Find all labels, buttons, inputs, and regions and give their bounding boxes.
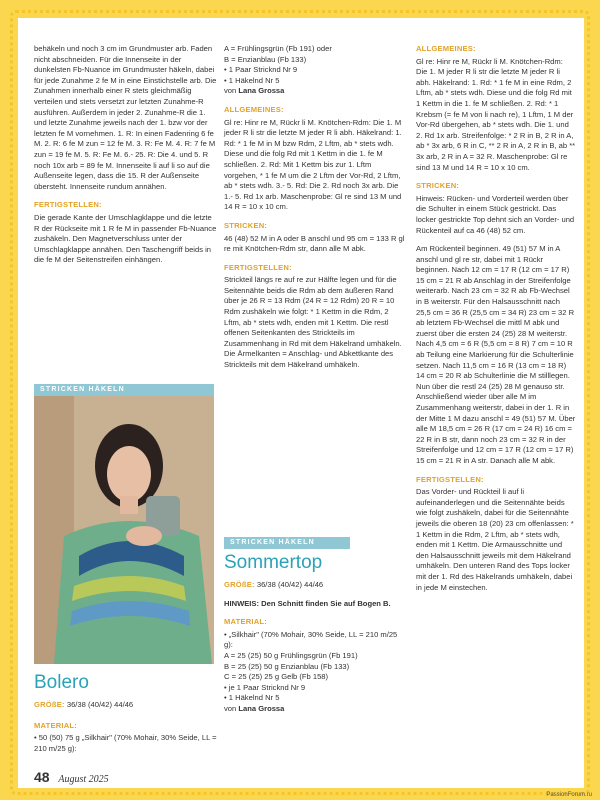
column-2 [224, 44, 406, 379]
fertigstellen-text-3: Das Vorder- und Rückteil li auf li aufeinanderlegen und die Seitennähte beids wie folgt zushäkeln, dabei für die Seitennähte jeweils die oberen 18 (20) 23 cm offenlassen: * 1 Kettm in die Rdm, 2 Lftm, ab * stets wdh, enden mit 1 Kettm. Die Armausschnitte und den Halsausschnitt jeweils mit dem Häkelrand umhäkeln. Den unteren Rand des Tops locker mit der 1. Rd des Häkelrands umhäkeln, dabei in jede M einstechen. [416, 487, 574, 592]
stricken-heading-3: STRICKEN: [416, 181, 460, 191]
mat2-line: • 1 Häkelnd Nr 5 [224, 693, 280, 703]
fertigstellen-heading: FERTIGSTELLEN: [224, 262, 292, 272]
groesse-label: GRÖßE: [224, 580, 255, 589]
column-3 [416, 44, 576, 601]
allgemeines-text: Gl re: Hinr re M, Rückr li M. Knötchen-Rdm: Die 1. M jeder R li str die letzte M jeder R li abh. Häkelrand: 1. Rd: * 1 fe M in M bzw Rdm, 2 Lftm, ab * stets wdh. Diese und die folg Rd mit 1 Kettm in die 1. fe M schließen. 2. Rd: Mit 1 Kettm bis zur 1. Lftm vorgehen, * 1 fe M um die 2 Lftm der Vor-Rd, 2 Lftm, ab * stets wdh. 3.- 5. Rd: Die 2. Rd noch 3x arb. Die 1.- 5. Rd 1x arb. Maschenprobe: Gl re sind 13 M und 14 R = 10 x 10 cm. [224, 117, 402, 212]
category-banner: STRICKEN HÄKELN [34, 384, 214, 396]
mat2-line: B = 25 (25) 50 g Enzianblau (Fb 133) [224, 661, 350, 671]
bolero-photo [34, 396, 214, 664]
stricken-text-3: Hinweis: Rücken- und Vorderteil werden über die Schulter in einem Stück gestrickt. Das locker gestrickte Top dehnt sich an Vorder- und Rückenteil auf ca 46 (48) 52 cm. [416, 193, 575, 235]
fertigstellen-heading-3: FERTIGSTELLEN: [416, 474, 484, 484]
page-footer [34, 769, 109, 785]
mat2-line: C = 25 (25) 25 g Gelb (Fb 158) [224, 672, 329, 682]
brand-name: Lana Grossa [238, 86, 285, 96]
material-heading: MATERIAL: [34, 720, 77, 730]
stricken-heading: STRICKEN: [224, 220, 268, 230]
mat2-line: • je 1 Paar Stricknd Nr 9 [224, 682, 306, 692]
page-number: 48 [34, 769, 50, 785]
category-banner-2: STRICKEN HÄKELN [224, 537, 350, 549]
issue-date: August 2025 [58, 774, 109, 785]
mat2-line: • „Silkhair" (70% Mohair, 30% Seide, LL = 210 m/25 g): [224, 629, 398, 650]
page [18, 18, 584, 788]
hinweis-text: HINWEIS: Den Schnitt finden Sie auf Bogen B. [224, 598, 391, 608]
main-instructions: Am Rückenteil beginnen. 49 (51) 57 M in A anschl und gl re str, dabei mit 1 Rückr beginnen. Nach 12 cm = 17 R (12 cm = 17 R) 15 cm = 21 R ab Anschlag in der Streifenfolge weiterarb. Nach 23 cm = 32 R ab Fb-Wechsel in B weiterstr. Für den Halsausschnitt nach 25,5 cm = 36 R (25,5 cm = 34 R) 23 cm = 32 R ab letztem Fb-Wechsel die mittl M abk und zuerst über die ersten 24 (25) 28 M weiterstr. Nach 4,5 cm = 6 R (5,5 cm = 8 R) 7 cm = 10 R ab Teilung eine Markierung für die Schulterlinie setzen. Nach 11,5 cm = 16 R (13 cm = 18 R) 14 cm = 20 R ab Schulterlinie die M stilllegen. Nun über die restl 24 (25) 28 M genauso str. Anschließend wieder über alle M im Zusammenhang weiterstr, dabei in der 1. R in der Mitte 1 M dazu anschl = 49 (51) 57 M. Über alle M 18,5 cm = 26 R (17 cm = 24 R) 16 cm = 22 R in B str, dann noch 23 cm = 32 R in der Streifenfolge und 12 cm = 17 R (12 cm = 17 R) 15 cm = 21 R in A str. Danach alle M abk. [416, 244, 576, 465]
groesse-label: GRÖßE: [34, 700, 65, 709]
column-1 [34, 44, 219, 274]
allgemeines-heading-3: ALLGEMEINES: [416, 44, 476, 53]
watermark: PassionForum.ru [546, 792, 592, 798]
mat-line: B = Enzianblau (Fb 133) [224, 54, 307, 64]
intro-text: behäkeln und noch 3 cm im Grundmuster arb. Faden nicht abschneiden. Für die Innenseite in der dunkelsten Fb-Nuance im Grundmuster häkeln, dabei für jede Zunahme 2 fe M in eine Einstichstelle arb. Die Zunahmen innerhalb einer R stets gleichmäßig verteilen und stets versetzt zur letzten Zunahme-R ausführen. Außerdem in jeder 2. Zunahme-R die 1. und letzte Zunahme jeweils nach der 1. bzw vor der letzten fe M vornehmen. 1. R: In einen Fadenring 6 fe M. 2. R: 6 fe M zun = 12 fe M. 3. R: Fe M. 4. R: 7 fe M zun = 19 fe M. 5. R: Fe M. 6.- 25. R: Die 4. und 5. R noch 10x arb = 89 fe M. Innenseite li auf li so auf die Außenseite legen, dass die 15. R der Außenseite übersteht. Innenseite rundum annähen. [34, 44, 217, 191]
allgemeines-heading: ALLGEMEINES: [224, 104, 284, 114]
mat-line: • 1 Paar Stricknd Nr 9 [224, 65, 298, 75]
allgemeines-text-3: Gl re: Hinr re M, Rückr li M. Knötchen-Rdm: Die 1. M jeder R li str die letzte M jeder R li abh. Häkelrand: 1. Rd: * 1 fe M in eine Rdm, 2 Lftm, ab * stets wdh. Diese und die folg Rd mit 1 Kettm in die 1. fe M schließen. 2. Rd: * 1 Krebsm (= fe M von li nach re), 1 Lftm, 1 M der Vor-Rd übergehen, ab * stets wdh. Die 1. und 2. Rd 1x arb. Streifenfolge: * 2 R in B, 2 R in A, ab * 3x arb, 6 R in C, ** 2 R in A, 2 R in B, ab ** 3x arb, 2 R in A = 32 R. Maschenprobe: Gl re sind 13 M und 14 R = 10 x 10 cm. [416, 56, 576, 172]
mat2-line: A = 25 (25) 50 g Frühlingsgrün (Fb 191) [224, 650, 358, 660]
fertigstellen-text: Strickteil längs re auf re zur Hälfte legen und für die Seitennähte beids die Rdm ab dem äußeren Rand über je 26 R = 13 Rdm (24 R = 12 Rdm) 20 R = 10 Rdm zushäkeln wie folgt: * 1 Kettm in die Rdm, 2 Lftm, ab * stets wdh, enden mit 1 Kettm. Die restl offenen Seitenkanten des Strickteils im Zusammenhang in Rd mit dem Häkelrand umhäkeln. Die Ärmelkanten = Anschlag- und Abkettkante des Strickteils mit dem Häkelrand umhäkeln. [224, 275, 402, 370]
sommertop-title: Sommertop [224, 552, 323, 573]
groesse-value: 36/38 (40/42) 44/46 [66, 700, 134, 709]
von-label-2: von [224, 703, 237, 713]
bolero-title: Bolero [34, 672, 89, 693]
fertigstellen-heading: FERTIGSTELLEN: [34, 200, 102, 210]
material-text: • 50 (50) 75 g „Silkhair" (70% Mohair, 30% Seide, LL = 210 m/25 g): [34, 733, 217, 753]
mat-line: • 1 Häkelnd Nr 5 [224, 75, 280, 85]
brand-name-2: Lana Grossa [238, 703, 285, 713]
fertigstellen-text: Die gerade Kante der Umschlagklappe und die letzte R der Rückseite mit 1 R fe M in passender Fb-Nuance zushäkeln. Den Magnetverschluss unter der Umschlagklappe annähen. Den Taschengriff beids in die fe M der Seitenstreifen einhängen. [34, 212, 217, 265]
groesse-value: 36/38 (40/42) 44/46 [256, 580, 324, 589]
sommertop-specs [224, 580, 406, 715]
mat-line: A = Frühlingsgrün (Fb 191) oder [224, 44, 332, 53]
von-label: von [224, 86, 237, 96]
woman-with-mug-illustration [34, 396, 214, 664]
bolero-specs [34, 700, 219, 754]
stricken-text: 46 (48) 52 M in A oder B anschl und 95 cm = 133 R gl re mit Knötchen-Rdm str, dann alle M abk. [224, 233, 405, 254]
material-heading-2: MATERIAL: [224, 617, 267, 627]
